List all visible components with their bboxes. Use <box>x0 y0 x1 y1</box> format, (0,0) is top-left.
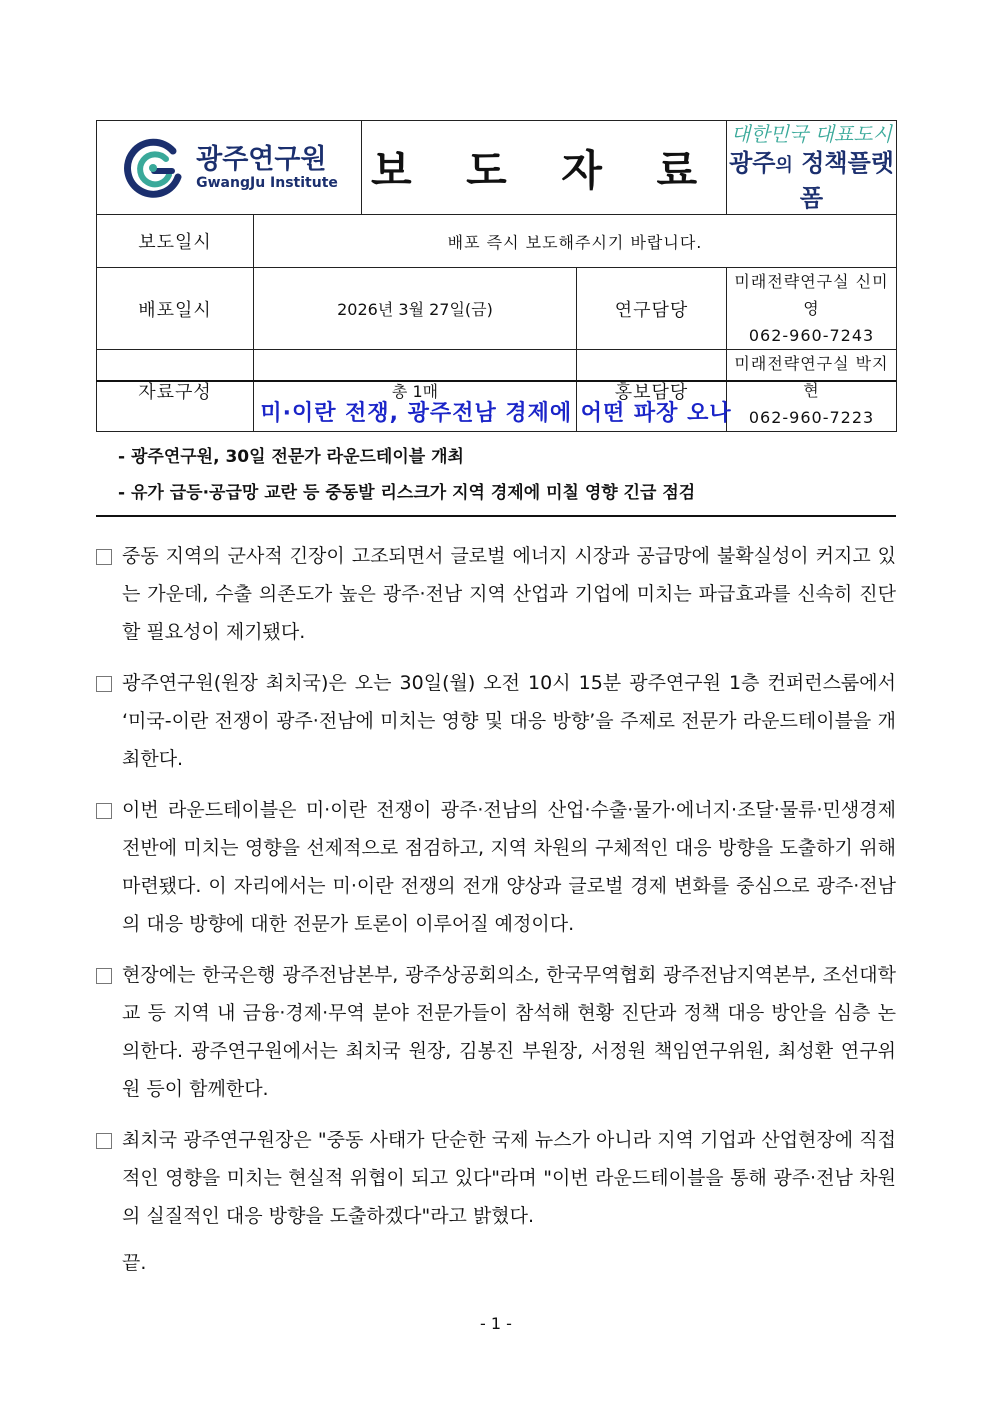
bullet-box-icon <box>96 1133 112 1149</box>
end-mark: 끝. <box>122 1252 147 1274</box>
institute-emblem-icon <box>120 135 190 201</box>
research-phone: 062-960-7243 <box>748 326 875 345</box>
paragraph-text: 중동 지역의 군사적 긴장이 고조되면서 글로벌 에너지 시장과 공급망에 불확실성이 커지고 있는 가운데, 수출 의존도가 높은 광주·전남 지역 산업과 기업에 미치는 파급효과를 신속히 진단할 필요성이 제기됐다. <box>122 545 896 643</box>
paragraph-text: 이번 라운드테이블은 미·이란 전쟁이 광주·전남의 산업·수출·물가·에너지·조달·물류·민생경제 전반에 미치는 영향을 선제적으로 점검하고, 지역 차원의 구체적인 대응 방향을 도출하기 위해 마련됐다. 이 자리에서는 미·이란 전쟁의 전개 양상과 글로벌 경제 변화를 중심으로 광주·전남의 대응 방향에 대한 전문가 토론이 이루어질 예정이다. <box>122 799 896 935</box>
material-label: 자료구성 <box>97 350 254 432</box>
press-release-title: 보 도 자 료 <box>362 121 727 215</box>
research-contact <box>727 268 897 350</box>
logo-name-ko: 광주연구원 <box>196 143 327 175</box>
subhead-2: - 유가 급등·공급망 교란 등 중동발 리스크가 지역 경제에 미칠 영향 긴급 점검 <box>118 483 696 503</box>
subhead-1: - 광주연구원, 30일 전문가 라운드테이블 개최 <box>118 447 464 467</box>
headline-top-divider <box>96 380 896 382</box>
research-contact-label: 연구담당 <box>577 268 727 350</box>
logo-name-en: GwangJu Institute <box>196 174 338 191</box>
report-date-label: 보도일시 <box>97 215 254 268</box>
slogan-cell <box>727 121 897 215</box>
paragraph-2 <box>96 664 896 778</box>
headline: 미·이란 전쟁, 광주전남 경제에 어떤 파장 오나 <box>260 401 732 426</box>
article-body <box>96 537 896 1275</box>
slogan-line1: 대한민국 대표도시 <box>731 122 892 146</box>
report-date-value: 배포 즉시 보도해주시기 바랍니다. <box>254 215 897 268</box>
bullet-box-icon <box>96 549 112 565</box>
research-dept: 미래전략연구실 신미영 <box>734 272 889 318</box>
bullet-box-icon <box>96 803 112 819</box>
pr-contact-label: 홍보담당 <box>577 350 727 432</box>
pr-dept: 미래전략연구실 박지현 <box>734 354 889 400</box>
slogan-particle: 의 <box>775 155 793 176</box>
dist-date-label: 배포일시 <box>97 268 254 350</box>
press-header-table <box>96 120 897 432</box>
logo-cell <box>97 121 362 215</box>
slogan-line2 <box>727 147 896 214</box>
paragraph-1 <box>96 537 896 651</box>
paragraph-3 <box>96 791 896 943</box>
paragraph-text: 최치국 광주연구원장은 "중동 사태가 단순한 국제 뉴스가 아니라 지역 기업과 산업현장에 직접적인 영향을 미치는 현실적 위협이 되고 있다"라며 "이번 라운드테이블을 통해 광주·전남 차원의 실질적인 대응 방향을 도출하겠다"라고 밝혔다. <box>122 1129 896 1227</box>
slogan-city: 광주 <box>729 149 776 177</box>
dist-date-value: 2026년 3월 27일(금) <box>254 268 577 350</box>
material-value: 총 1매 <box>254 350 577 432</box>
headline-bottom-divider <box>96 515 896 517</box>
paragraph-5 <box>96 1121 896 1235</box>
slogan-policy-platform: 정책플랫폼 <box>792 149 894 212</box>
page-number: - 1 - <box>480 1314 512 1333</box>
paragraph-text: 광주연구원(원장 최치국)은 오는 30일(월) 오전 10시 15분 광주연구원 1층 컨퍼런스룸에서 ‘미국-이란 전쟁이 광주·전남에 미치는 영향 및 대응 방향’을 주제로 전문가 라운드테이블을 개최한다. <box>122 672 896 770</box>
institute-logo <box>97 135 361 201</box>
bullet-box-icon <box>96 968 112 984</box>
pr-phone: 062-960-7223 <box>748 408 875 427</box>
paragraph-text: 현장에는 한국은행 광주전남본부, 광주상공회의소, 한국무역협회 광주전남지역본부, 조선대학교 등 지역 내 금융·경제·무역 분야 전문가들이 참석해 현황 진단과 정책 대응 방안을 심층 논의한다. 광주연구원에서는 최치국 원장, 김봉진 부원장, 서정원 책임연구위원, 최성환 연구위원 등이 함께한다. <box>122 964 896 1100</box>
paragraph-4 <box>96 956 896 1108</box>
bullet-box-icon <box>96 676 112 692</box>
